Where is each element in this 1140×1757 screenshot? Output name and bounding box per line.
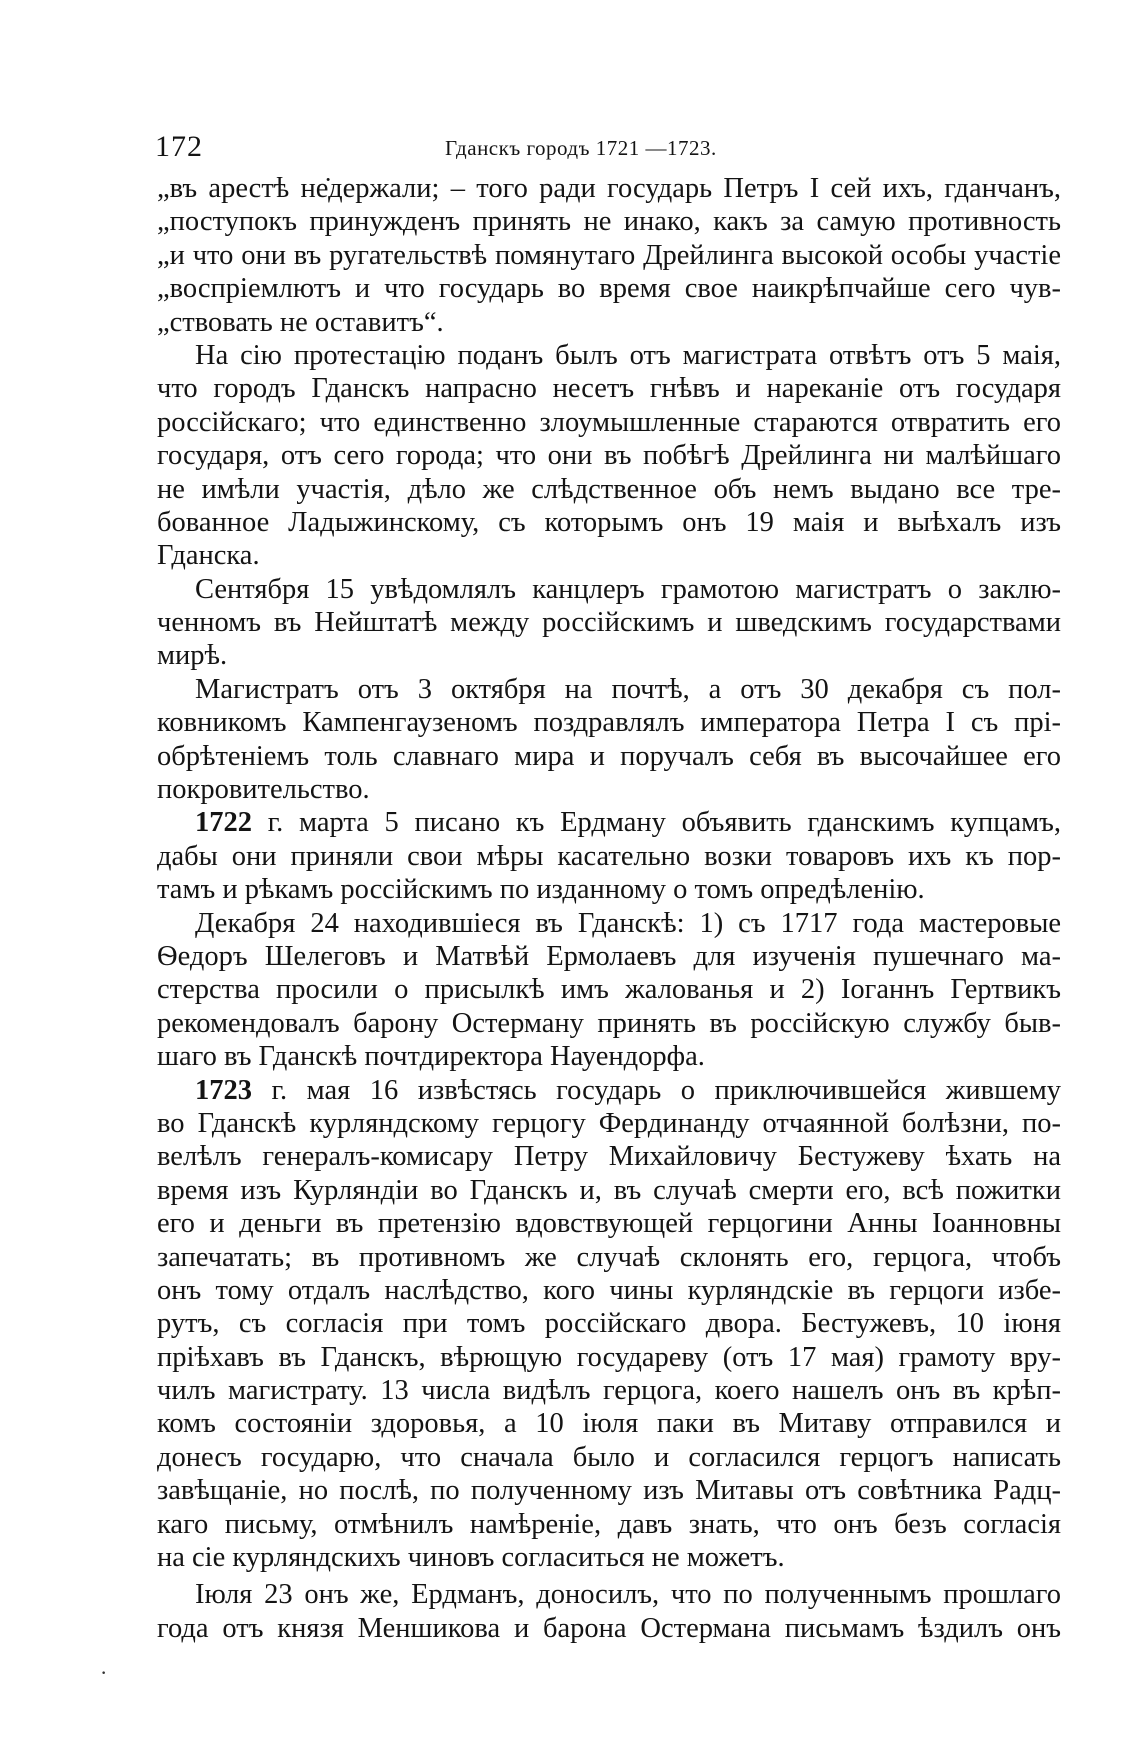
text-line: Декабря 24 находившіеся въ Гданскѣ: 1) съ 1717 года мастеровые	[195, 907, 1061, 939]
text-line	[157, 806, 1061, 839]
text-line: бованное Ладыжинскому, съ которымъ онъ 19 маія и выѣхалъ изъ	[157, 506, 1061, 538]
text-line: обрѣтеніемъ толь славнаго мира и поручалъ себя въ высочайшее его	[157, 740, 1061, 772]
text-line: „въ арестѣ не̇держали; – того ради государь Петръ I сей ихъ, гданчанъ,	[157, 173, 1061, 204]
text-line: онъ тому отдалъ наслѣдство, кого чины курляндскіе въ герцоги избе-	[157, 1274, 1061, 1306]
page-number: 172	[155, 130, 203, 163]
text-line-rest: г. мая 16 извѣстясь государь о приключившейся жившему	[252, 1074, 1061, 1106]
text-line: на сіе курляндскихъ чиновъ согласиться не можетъ.	[157, 1542, 785, 1574]
paragraph	[157, 673, 1061, 807]
text-line	[157, 1074, 1061, 1107]
year-label: 1722	[195, 807, 252, 839]
paragraph	[157, 573, 1061, 673]
text-line: „воспріемлютъ и что государь во время свое наикрѣпчайше сего чув-	[157, 273, 1061, 305]
text-line: Гданска.	[157, 540, 260, 572]
text-line: его и деньги въ претензію вдовствующей герцогини Анны Іоанновны	[157, 1208, 1061, 1240]
text-line: запечатать; въ противномъ же случаѣ склонять его, герцога, чтобъ	[157, 1241, 1061, 1273]
text-line: мирѣ.	[157, 640, 228, 672]
text-line: Іюля 23 онъ же, Ердманъ, доносилъ, что по полученнымъ прошлаго	[195, 1579, 1061, 1611]
text-line: ченномъ въ Нейштатѣ между россійскимъ и шведскимъ государствами	[157, 607, 1061, 639]
text-line: покровительство.	[157, 774, 370, 806]
text-line: пріѣхавъ въ Гданскъ, вѣрющую государеву (отъ 17 мая) грамоту вру-	[157, 1341, 1061, 1373]
body-text	[157, 172, 1061, 1645]
paragraph	[157, 172, 1061, 339]
text-line: комъ состояніи здоровья, а 10 іюля паки въ Митаву отправился и	[157, 1408, 1061, 1440]
text-line: дабы они приняли свои мѣры касательно возки товаровъ ихъ къ пор-	[157, 840, 1061, 872]
text-line: тамъ и рѣкамъ россійскимъ по изданному о томъ опредѣленію.	[157, 874, 925, 906]
text-line: донесъ государю, что сначала было и согласился герцогъ написать	[157, 1441, 1061, 1473]
paragraph	[157, 806, 1061, 906]
margin-mark: ·	[100, 1660, 108, 1685]
text-line: государя, отъ сего города; что они въ побѣгѣ Дрейлинга ни малѣйшаго	[157, 440, 1061, 472]
text-line: шаго въ Гданскѣ почтдиректора Науендорфа.	[157, 1041, 705, 1073]
text-line: стерства просили о присылкѣ имъ жалованья и 2) Іоганнъ Гертвикъ	[157, 974, 1061, 1006]
text-line: велѣлъ генералъ-комисару Петру Михайловичу Бестужеву ѣхать на	[157, 1141, 1061, 1173]
text-line: рутъ, съ согласія при томъ россійскаго двора. Бестужевъ, 10 іюня	[157, 1308, 1061, 1340]
text-line: ковникомъ Кампенгаузеномъ поздравлялъ императора Петра I съ прі-	[157, 707, 1061, 739]
text-line: года отъ князя Меншикова и барона Остермана письмамъ ѣздилъ онъ	[157, 1612, 1061, 1644]
running-title: Гданскъ городъ 1721 —1723.	[445, 136, 717, 160]
text-line: „ствовать не оставитъ“.	[157, 306, 444, 338]
page-header	[155, 130, 995, 170]
text-line: рекомендовалъ барону Остерману принять въ россійскую службу быв-	[157, 1007, 1061, 1039]
text-line: Ѳедоръ Шелеговъ и Матвѣй Ермолаевъ для изученія пушечнаго ма-	[157, 940, 1061, 972]
text-line: Сентября 15 увѣдомлялъ канцлеръ грамотою магистратъ о заклю-	[195, 573, 1061, 605]
text-line-rest: г. марта 5 писано къ Ердману объявить гданскимъ купцамъ,	[252, 807, 1061, 839]
paragraph	[157, 339, 1061, 573]
text-line: что городъ Гданскъ напрасно несетъ гнѣвъ и нареканіе отъ государя	[157, 373, 1061, 405]
text-line: время изъ Курляндіи во Гданскъ и, въ случаѣ смерти его, всѣ пожитки	[157, 1174, 1061, 1206]
text-line: завѣщаніе, но послѣ, по полученному изъ Митавы отъ совѣтника Радц-	[157, 1475, 1061, 1507]
text-line: чилъ магистрату. 13 числа видѣлъ герцога, коего нашелъ онъ въ крѣп-	[157, 1375, 1061, 1407]
text-line: Магистратъ отъ 3 октября на почтѣ, а отъ 30 декабря съ пол-	[195, 673, 1061, 705]
text-line: россійскаго; что единственно злоумышленные стараются отвратить его	[157, 406, 1061, 438]
paragraph	[157, 907, 1061, 1074]
text-line: каго письму, отмѣнилъ намѣреніе, давъ знать, что онъ безъ согласія	[157, 1508, 1061, 1540]
text-line: „поступокъ принужденъ принять не инако, какъ за самую противность	[157, 206, 1061, 238]
paragraph	[157, 1578, 1061, 1645]
text-line: во Гданскѣ курляндскому герцогу Фердинанду отчаянной болѣзни, по-	[157, 1107, 1061, 1139]
paragraph	[157, 1074, 1061, 1575]
text-line: На сію протестацію поданъ былъ отъ магистрата отвѣтъ отъ 5 маія,	[195, 339, 1061, 371]
year-label: 1723	[195, 1074, 252, 1106]
text-line: не имѣли участія, дѣло же слѣдственное объ немъ выдано все тре-	[157, 473, 1061, 505]
text-line: „и что они въ ругательствѣ помянутаго Дрейлинга высокой особы участіе	[157, 239, 1061, 271]
